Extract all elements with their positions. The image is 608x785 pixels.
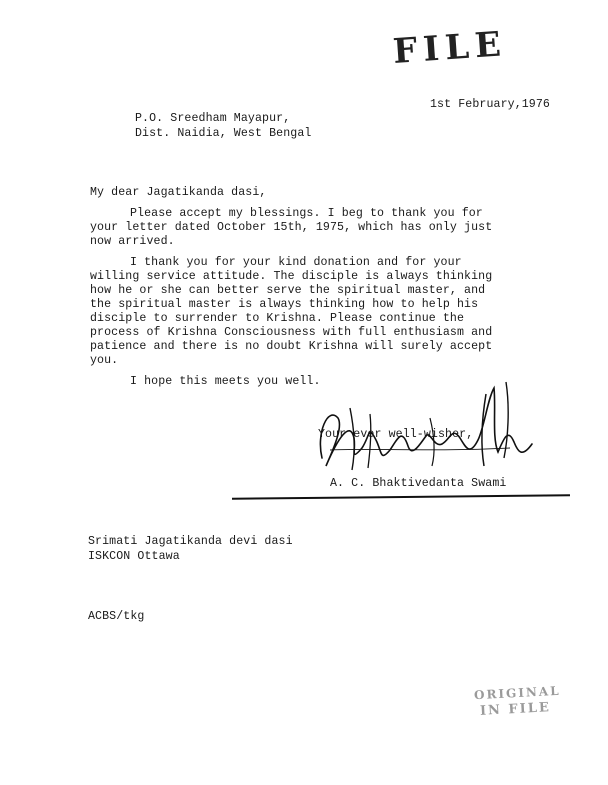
file-stamp: FILE — [391, 24, 509, 72]
recipient-line-1: Srimati Jagatikanda devi dasi — [88, 535, 293, 548]
handwritten-signature — [310, 378, 540, 478]
para2-line-6: process of Krishna Consciousness with full enthusiasm and — [90, 326, 493, 339]
signer-name: A. C. Bhaktivedanta Swami — [330, 477, 507, 490]
para2-line-2: willing service attitude. The disciple is always thinking — [90, 270, 493, 283]
closing-line: I hope this meets you well. — [130, 375, 321, 388]
para2-line-4: the spiritual master is always thinking how to help his — [90, 298, 479, 311]
para2-line-7: patience and there is no doubt Krishna will surely accept — [90, 340, 493, 353]
sender-address-line-2: Dist. Naidia, West Bengal — [135, 127, 312, 140]
para2-line-3: how he or she can better serve the spiritual master, and — [90, 284, 486, 297]
para2-line-1: I thank you for your kind donation and for your — [130, 256, 462, 269]
original-in-file-stamp-line-2: IN FILE — [479, 700, 552, 719]
original-in-file-stamp-line-1: ORIGINAL — [473, 683, 561, 703]
letter-date: 1st February,1976 — [430, 98, 550, 111]
reference-initials: ACBS/tkg — [88, 610, 145, 623]
signature-underline — [232, 494, 570, 500]
signoff: Your ever well-wisher, — [318, 428, 474, 441]
salutation: My dear Jagatikanda dasi, — [90, 186, 267, 199]
para2-line-8: you. — [90, 354, 119, 367]
recipient-line-2: ISKCON Ottawa — [88, 550, 180, 563]
para2-line-5: disciple to surrender to Krishna. Please continue the — [90, 312, 465, 325]
para1-line-2: your letter dated October 15th, 1975, which has only just — [90, 221, 493, 234]
para1-line-1: Please accept my blessings. I beg to thank you for — [130, 207, 483, 220]
sender-address-line-1: P.O. Sreedham Mayapur, — [135, 112, 291, 125]
para1-line-3: now arrived. — [90, 235, 175, 248]
